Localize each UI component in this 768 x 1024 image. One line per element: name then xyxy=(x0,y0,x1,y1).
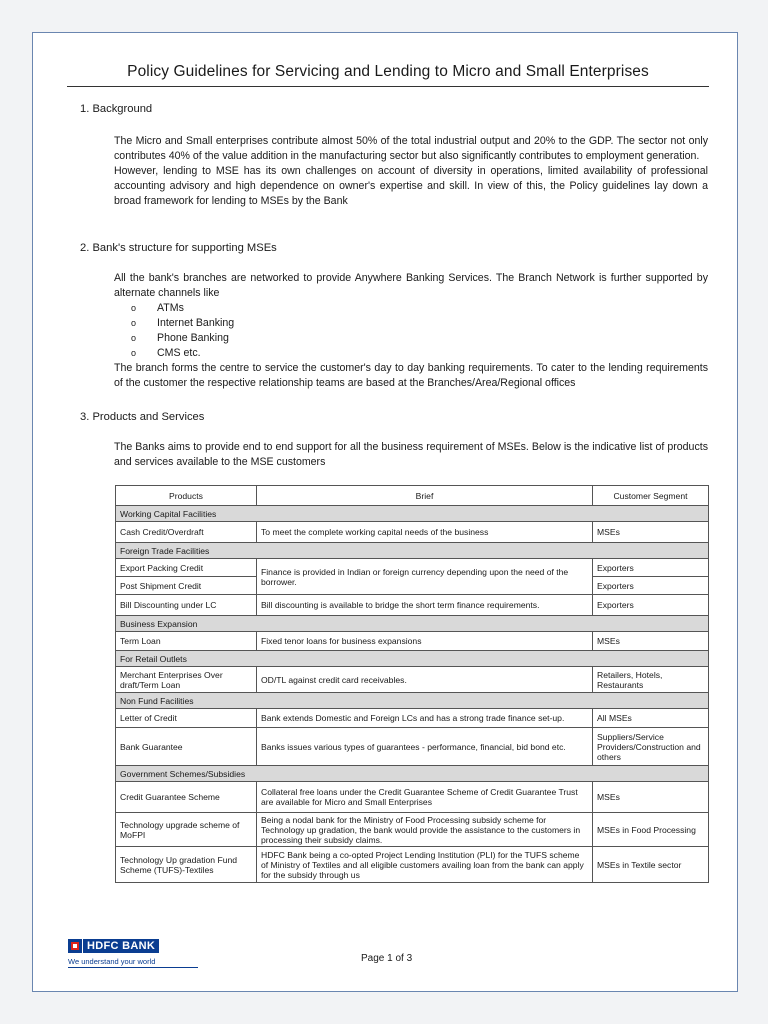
bank-logo xyxy=(68,937,198,968)
category-row: Foreign Trade Facilities xyxy=(116,543,709,559)
product-cell: Export Packing Credit xyxy=(116,559,257,577)
products-intro: The Banks aims to provide end to end support for all the business requirement of MSEs. Below is the indicative list of products and services available to the MSE customers xyxy=(114,441,708,468)
column-header: Customer Segment xyxy=(593,486,709,506)
section-heading-structure: 2. Bank's structure for supporting MSEs xyxy=(80,242,277,254)
product-cell: Post Shipment Credit xyxy=(116,577,257,595)
channel-list xyxy=(114,301,708,361)
background-paragraph: The Micro and Small enterprises contribute almost 50% of the total industrial output and 20% to the GDP. The sector not only contributes 40% of the value addition in the manufacturing sector but also significantly contributes to employment generation. xyxy=(114,135,708,162)
products-table xyxy=(115,485,709,883)
structure-intro: All the bank's branches are networked to provide Anywhere Banking Services. The Branch Network is further supported by alternate channels like xyxy=(114,272,708,299)
brief-cell: To meet the complete working capital needs of the business xyxy=(257,522,593,543)
segment-cell: Exporters xyxy=(593,595,709,616)
table-header-row xyxy=(116,486,709,506)
brief-cell: Bank extends Domestic and Foreign LCs and has a strong trade finance set-up. xyxy=(257,709,593,728)
brief-cell: Fixed tenor loans for business expansions xyxy=(257,632,593,651)
table-row xyxy=(116,667,709,693)
table-row xyxy=(116,847,709,883)
table-row xyxy=(116,559,709,577)
table-row xyxy=(116,632,709,651)
product-cell: Cash Credit/Overdraft xyxy=(116,522,257,543)
category-row: Non Fund Facilities xyxy=(116,693,709,709)
structure-outro: The branch forms the centre to service the customer's day to day banking requirements. To cater to the lending requirements of the customer the respective relationship teams are based at the Branches/Area/Regional offices xyxy=(114,362,708,389)
bullet-icon: o xyxy=(131,348,137,358)
brief-cell: Bill discounting is available to bridge the short term finance requirements. xyxy=(257,595,593,616)
product-cell: Term Loan xyxy=(116,632,257,651)
background-text xyxy=(114,134,708,209)
bullet-icon: o xyxy=(131,303,137,313)
brief-cell: Banks issues various types of guarantees - performance, financial, bid bond etc. xyxy=(257,728,593,766)
list-item: o Phone Banking xyxy=(131,332,229,344)
product-cell: Credit Guarantee Scheme xyxy=(116,782,257,813)
brief-cell: Finance is provided in Indian or foreign currency depending upon the need of the borrower. xyxy=(257,559,593,595)
column-header: Brief xyxy=(257,486,593,506)
product-cell: Bill Discounting under LC xyxy=(116,595,257,616)
product-cell: Bank Guarantee xyxy=(116,728,257,766)
table-row xyxy=(116,728,709,766)
segment-cell: Exporters xyxy=(593,559,709,577)
segment-cell: Exporters xyxy=(593,577,709,595)
section-heading-products: 3. Products and Services xyxy=(80,411,205,423)
list-item: o ATMs xyxy=(131,302,184,314)
background-paragraph: However, lending to MSE has its own challenges on account of diversity in operations, limited availability of professional accounting advisory and high dependence on owner's expertise and skill. In view of this, the Policy guidelines lay down a broad framework for lending to MSEs by the Bank xyxy=(114,165,708,207)
list-item: o Internet Banking xyxy=(131,317,235,329)
column-header: Products xyxy=(116,486,257,506)
category-row: Working Capital Facilities xyxy=(116,506,709,522)
table-row xyxy=(116,813,709,847)
document-page xyxy=(32,32,738,992)
bullet-icon: o xyxy=(131,318,137,328)
product-cell: Merchant Enterprises Over draft/Term Loan xyxy=(116,667,257,693)
product-cell: Letter of Credit xyxy=(116,709,257,728)
brief-cell: Collateral free loans under the Credit Guarantee Scheme of Credit Guarantee Trust are available for Micro and Small Enterprises xyxy=(257,782,593,813)
category-row: Government Schemes/Subsidies xyxy=(116,766,709,782)
segment-cell: MSEs xyxy=(593,632,709,651)
segment-cell: MSEs in Food Processing xyxy=(593,813,709,847)
segment-cell: Suppliers/Service Providers/Construction and others xyxy=(593,728,709,766)
segment-cell: MSEs xyxy=(593,782,709,813)
table-row xyxy=(116,522,709,543)
brand-tagline: We understand your world xyxy=(68,957,198,968)
segment-cell: All MSEs xyxy=(593,709,709,728)
segment-cell: MSEs in Textile sector xyxy=(593,847,709,883)
brief-cell: HDFC Bank being a co-opted Project Lending Institution (PLI) for the TUFS scheme of Ministry of Textiles and all eligible customers availing loan from the bank can apply for the subsidy through us xyxy=(257,847,593,883)
segment-cell: MSEs xyxy=(593,522,709,543)
category-row: Business Expansion xyxy=(116,616,709,632)
page-title: Policy Guidelines for Servicing and Lending to Micro and Small Enterprises xyxy=(67,63,709,87)
brief-cell: Being a nodal bank for the Ministry of Food Processing subsidy scheme for Technology up gradation, the bank would provide the assistance to the customers in processing their subsidy claims. xyxy=(257,813,593,847)
brand-name: HDFC BANK xyxy=(83,939,159,953)
structure-text xyxy=(114,271,708,391)
product-cell: Technology Up gradation Fund Scheme (TUFS)-Textiles xyxy=(116,847,257,883)
table-row xyxy=(116,595,709,616)
page-number: Page 1 of 3 xyxy=(361,953,413,964)
hdfc-logo-icon xyxy=(68,939,82,953)
segment-cell: Retailers, Hotels, Restaurants xyxy=(593,667,709,693)
list-item: o CMS etc. xyxy=(131,347,201,359)
category-row: For Retail Outlets xyxy=(116,651,709,667)
section-heading-background: 1. Background xyxy=(80,103,153,115)
table-row xyxy=(116,709,709,728)
bullet-icon: o xyxy=(131,333,137,343)
table-row xyxy=(116,782,709,813)
brief-cell: OD/TL against credit card receivables. xyxy=(257,667,593,693)
product-cell: Technology upgrade scheme of MoFPI xyxy=(116,813,257,847)
